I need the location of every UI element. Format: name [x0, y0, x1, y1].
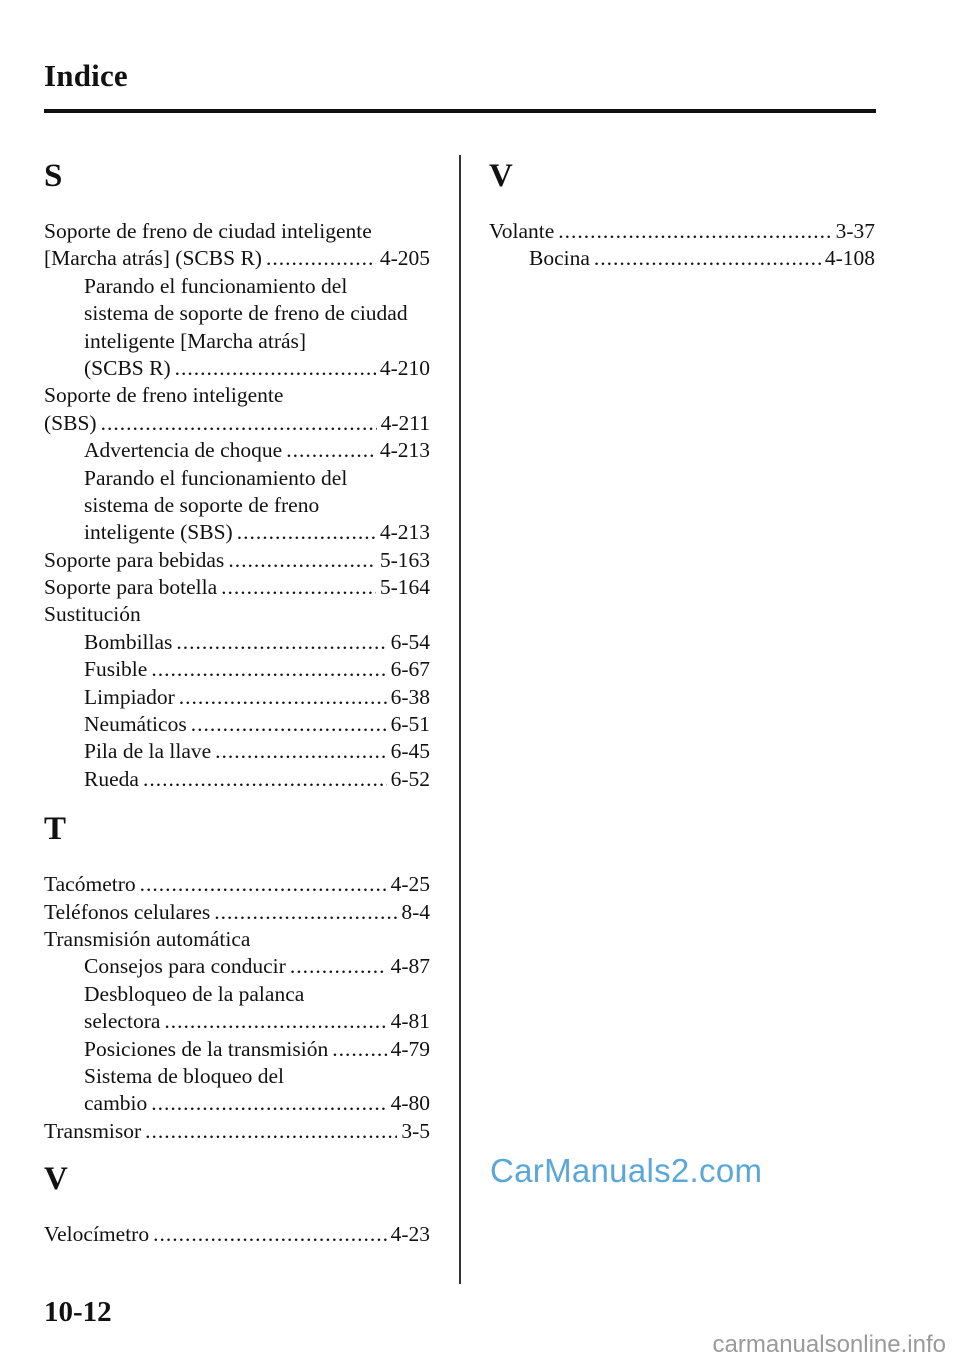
- entry-text: Bocina: [529, 246, 590, 271]
- page-ref: 3-5: [401, 1118, 430, 1143]
- entry-text: Bombillas: [84, 629, 173, 654]
- entry-text: Desbloqueo de la palanca: [84, 981, 305, 1006]
- index-subentry: [44, 766, 430, 793]
- index-subentry: [44, 1063, 430, 1090]
- page-ref: 4-79: [390, 1036, 430, 1061]
- page-ref: 4-25: [390, 872, 430, 897]
- index-subentry: [44, 355, 430, 382]
- dot-leader: [221, 574, 376, 601]
- page-ref: 5-164: [379, 575, 430, 600]
- page-ref: 8-4: [401, 899, 430, 924]
- index-subentry: [44, 1090, 430, 1117]
- entry-text: Parando el funcionamiento del: [84, 465, 348, 490]
- index-section: [44, 809, 430, 1145]
- index-section: [44, 156, 430, 793]
- page-ref: 6-51: [390, 712, 430, 737]
- entry-text: Velocímetro: [44, 1222, 150, 1247]
- site-footer: carmanualsonline.info: [712, 1331, 946, 1358]
- page-ref: 4-205: [379, 246, 430, 271]
- entry-text: Soporte de freno inteligente: [44, 383, 284, 408]
- index-entries: [489, 218, 875, 273]
- index-section: [489, 156, 875, 273]
- entry-text: Transmisión automática: [44, 926, 251, 951]
- index-section: [44, 1159, 430, 1248]
- page-ref: 6-67: [390, 657, 430, 682]
- index-subentry: [44, 629, 430, 656]
- dot-leader: [215, 738, 386, 765]
- entry-text: Volante: [489, 219, 555, 243]
- index-entry: [44, 1221, 430, 1248]
- page-header-title: Indice: [44, 58, 128, 93]
- dot-leader: [214, 899, 397, 926]
- index-subentry: [44, 738, 430, 765]
- page-ref: 4-210: [379, 355, 430, 380]
- index-subentry: [44, 684, 430, 711]
- entry-text: (SBS): [44, 410, 97, 435]
- entry-text: inteligente (SBS): [84, 520, 233, 545]
- entry-text: Parando el funcionamiento del: [84, 273, 348, 298]
- watermark: CarManuals2.com: [490, 1152, 763, 1189]
- dot-leader: [179, 684, 387, 711]
- section-letter: S: [44, 158, 63, 194]
- page-ref: 6-38: [390, 684, 430, 709]
- page-ref: 4-80: [390, 1091, 430, 1116]
- dot-leader: [266, 245, 376, 272]
- entry-text: Soporte para bebidas: [44, 547, 225, 572]
- index-subentry: [44, 1036, 430, 1063]
- entry-text: Sistema de bloqueo del: [84, 1063, 285, 1088]
- dot-leader: [101, 410, 377, 437]
- page-ref: 3-37: [835, 219, 875, 243]
- dot-leader: [332, 1036, 386, 1063]
- entry-text: Limpiador: [84, 684, 175, 709]
- entry-text: Advertencia de choque: [84, 438, 283, 463]
- entry-text: (SCBS R): [84, 355, 171, 380]
- index-subentry: [44, 953, 430, 980]
- page-ref: 6-45: [390, 739, 430, 764]
- entry-text: Teléfonos celulares: [44, 899, 211, 924]
- dot-leader: [237, 519, 376, 546]
- entry-text: Transmisor: [44, 1118, 142, 1143]
- dot-leader: [228, 547, 376, 574]
- page-ref: 5-163: [379, 547, 430, 572]
- dot-leader: [558, 218, 831, 245]
- entry-text: Pila de la llave: [84, 739, 212, 764]
- page-ref: 4-81: [390, 1009, 430, 1034]
- page-ref: 4-108: [824, 246, 875, 271]
- index-entry: [44, 601, 430, 628]
- index-subentry: [44, 273, 430, 300]
- index-entry: [44, 382, 430, 409]
- entry-text: Soporte de freno de ciudad inteligente: [44, 219, 372, 243]
- dot-leader: [140, 871, 387, 898]
- header-rule: [44, 109, 876, 113]
- entry-text: Posiciones de la transmisión: [84, 1036, 329, 1061]
- page-number: 10-12: [44, 1296, 112, 1328]
- index-entries: [44, 1221, 430, 1248]
- dot-leader: [176, 629, 386, 656]
- dot-leader: [151, 1090, 386, 1117]
- index-entry: [44, 871, 430, 898]
- dot-leader: [151, 656, 386, 683]
- index-subentry: [44, 656, 430, 683]
- entry-text: Sustitución: [44, 602, 141, 627]
- entry-text: Soporte para botella: [44, 575, 218, 600]
- entry-text: [Marcha atrás] (SCBS R): [44, 246, 262, 271]
- dot-leader: [153, 1221, 387, 1248]
- section-letter: T: [44, 811, 67, 848]
- entry-text: Neumáticos: [84, 712, 187, 737]
- index-subentry: [44, 492, 430, 519]
- page-ref: 4-213: [379, 438, 430, 463]
- page-ref: 4-87: [390, 954, 430, 979]
- index-entry: [44, 547, 430, 574]
- index-subentry: [44, 437, 430, 464]
- index-entry: [44, 1118, 430, 1145]
- index-entry: [44, 410, 430, 437]
- section-letter: V: [44, 1161, 68, 1198]
- index-column-left: [44, 150, 430, 1249]
- index-entries: [44, 871, 430, 1145]
- dot-leader: [191, 711, 387, 738]
- dot-leader: [145, 1118, 397, 1145]
- index-entry: [44, 574, 430, 601]
- column-divider: [459, 155, 461, 1284]
- index-column-right: [489, 150, 875, 273]
- entry-text: Rueda: [84, 766, 139, 791]
- index-entry: [44, 218, 430, 245]
- entry-text: sistema de soporte de freno de ciudad: [84, 301, 408, 326]
- entry-text: Fusible: [84, 657, 148, 682]
- dot-leader: [143, 766, 387, 793]
- dot-leader: [594, 245, 821, 272]
- index-entry: [44, 926, 430, 953]
- index-subentry: [44, 1008, 430, 1035]
- index-subentry: [44, 711, 430, 738]
- index-subentry: [44, 328, 430, 355]
- dot-leader: [175, 355, 376, 382]
- index-subentry: [44, 519, 430, 546]
- page-ref: 4-211: [380, 410, 430, 435]
- page-ref: 6-54: [390, 629, 430, 654]
- dot-leader: [164, 1008, 386, 1035]
- index-entries: [44, 218, 430, 793]
- dot-leader: [286, 437, 376, 464]
- dot-leader: [290, 953, 387, 980]
- page-ref: 6-52: [390, 766, 430, 791]
- entry-text: cambio: [84, 1091, 148, 1116]
- entry-text: sistema de soporte de freno: [84, 492, 320, 517]
- index-subentry: [489, 245, 875, 272]
- index-entry: [44, 245, 430, 272]
- entry-text: Consejos para conducir: [84, 954, 286, 979]
- section-letter: V: [489, 158, 513, 194]
- entry-text: selectora: [84, 1009, 161, 1034]
- entry-text: Tacómetro: [44, 872, 136, 897]
- index-subentry: [44, 300, 430, 327]
- page-ref: 4-23: [390, 1222, 430, 1247]
- index-entry: [489, 218, 875, 245]
- index-subentry: [44, 981, 430, 1008]
- page-ref: 4-213: [379, 520, 430, 545]
- index-entry: [44, 899, 430, 926]
- index-subentry: [44, 465, 430, 492]
- entry-text: inteligente [Marcha atrás]: [84, 328, 307, 353]
